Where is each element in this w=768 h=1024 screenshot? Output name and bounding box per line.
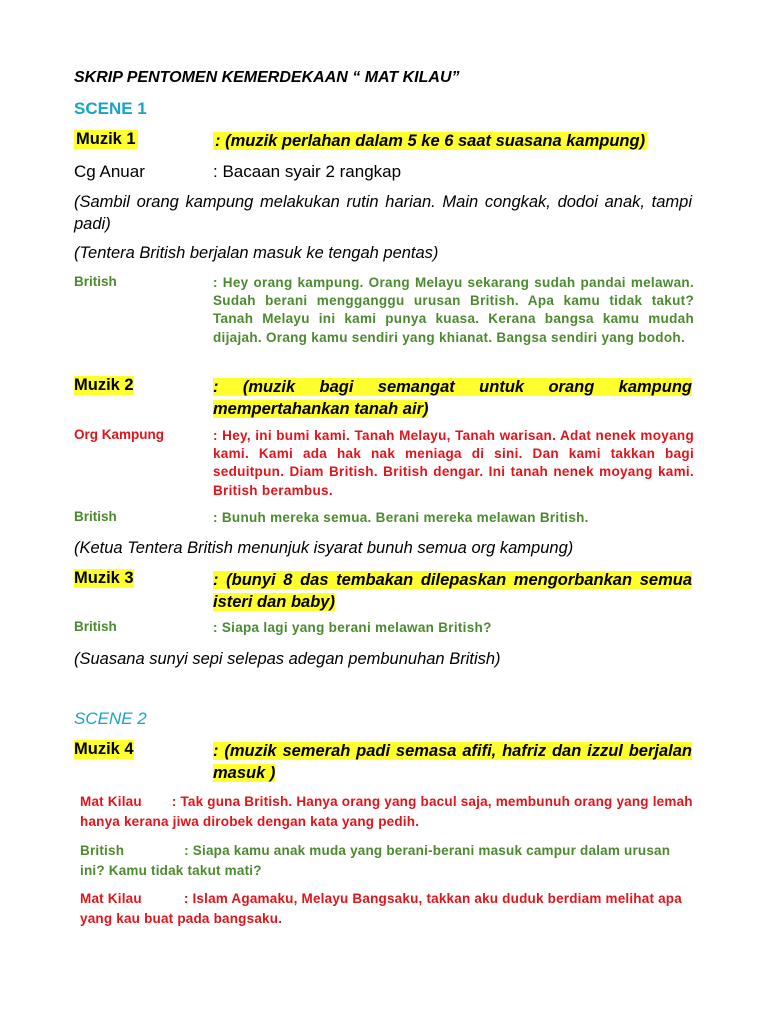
cg-anuar-text: : Bacaan syair 2 rangkap	[213, 162, 402, 181]
cg-anuar-label: Cg Anuar	[74, 162, 145, 181]
british-line-4	[80, 841, 695, 881]
scene-1-heading: SCENE 1	[74, 99, 147, 118]
muzik-3-text: : (bunyi 8 das tembakan dilepaskan mengorbankan semua isteri dan baby)	[213, 571, 692, 611]
org-kampung-text: : Hey, ini bumi kami. Tanah Melayu, Tanah warisan. Adat nenek moyang kami. Kami ada hak nak meniaga di sini. Dan kami takkan bagi seduitpun. Diam British. British dengar. Ini tanah nenek moyang kami. British berambus.	[213, 428, 694, 498]
british-2-text: : Bunuh mereka semua. Berani mereka melawan British.	[213, 510, 589, 525]
british-3-text: : Siapa lagi yang berani melawan British?	[213, 620, 492, 635]
british-line-3	[74, 619, 694, 637]
mat-kilau-line-1	[80, 792, 695, 832]
muzik-2-text: : (muzik bagi semangat untuk orang kampung mempertahankan tanah air)	[213, 378, 692, 418]
org-kampung-line	[74, 427, 694, 500]
mat-kilau-2-text: : Islam Agamaku, Melayu Bangsaku, takkan aku duduk berdiam melihat apa yang kau buat pada bangsaku.	[80, 891, 682, 926]
narration-2: (Tentera British berjalan masuk ke tengah pentas)	[74, 244, 439, 262]
muzik-3-line	[74, 569, 692, 613]
muzik-4-line	[74, 740, 692, 784]
cg-anuar-line	[74, 162, 692, 182]
british-1-text: : Hey orang kampung. Orang Melayu sekarang sudah pandai melawan. Sudah berani mengganggu urusan British. Apa kamu tidak takut? Tanah Melayu ini kami punya kuasa. Kerana bangsa kamu mudah dijajah. Orang kamu sendiri yang khianat. Bangsa sendiri yang bodoh.	[213, 275, 694, 345]
british-3-label: British	[74, 619, 117, 634]
script-title: SKRIP PENTOMEN KEMERDEKAAN “ MAT KILAU”	[74, 69, 460, 86]
muzik-3-label: Muzik 3	[74, 569, 134, 587]
mat-kilau-1-text: : Tak guna British. Hanya orang yang bacul saja, membunuh orang yang lemah hanya kerana jiwa dirobek dengan kata yang pedih.	[80, 794, 693, 829]
muzik-1-text: : (muzik perlahan dalam 5 ke 6 saat suasana kampung)	[215, 132, 646, 150]
british-4-text: : Siapa kamu anak muda yang berani-berani masuk campur dalam urusan ini? Kamu tidak takut mati?	[80, 843, 671, 878]
org-kampung-label: Org Kampung	[74, 427, 164, 442]
british-1-label: British	[74, 274, 117, 289]
mat-kilau-1-label: Mat Kilau	[80, 794, 142, 809]
muzik-4-text: : (muzik semerah padi semasa afifi, hafriz dan izzul berjalan masuk )	[213, 742, 692, 782]
scene-2-heading: SCENE 2	[74, 709, 147, 728]
narration-4: (Suasana sunyi sepi selepas adegan pembunuhan British)	[74, 650, 501, 668]
british-2-label: British	[74, 509, 117, 524]
mat-kilau-line-2	[80, 889, 695, 929]
narration-1: (Sambil orang kampung melakukan rutin harian. Main congkak, dodoi anak, tampi padi)	[74, 193, 692, 233]
british-line-1	[74, 274, 694, 347]
muzik-2-label: Muzik 2	[74, 376, 134, 394]
mat-kilau-2-label: Mat Kilau	[80, 891, 142, 906]
narration-3: (Ketua Tentera British menunjuk isyarat bunuh semua org kampung)	[74, 539, 574, 557]
muzik-4-label: Muzik 4	[74, 740, 134, 758]
muzik-1-label: Muzik 1	[76, 130, 136, 148]
muzik-2-line	[74, 376, 692, 420]
british-4-label: British	[80, 843, 125, 858]
british-line-2	[74, 509, 694, 527]
muzik-1-line	[74, 130, 692, 152]
